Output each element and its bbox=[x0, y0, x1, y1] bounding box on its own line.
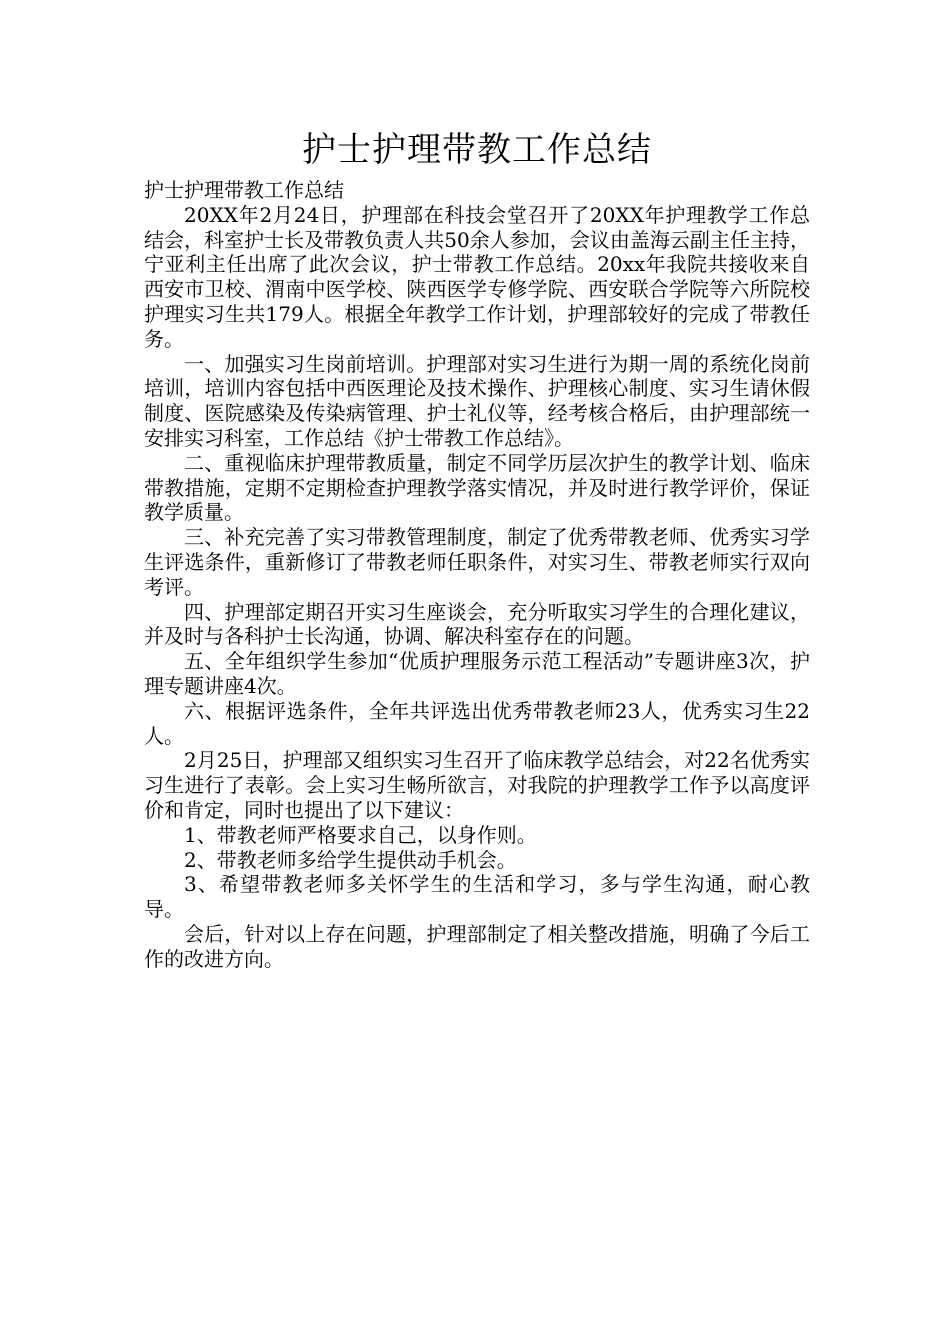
paragraph-suggestion-3: 3、希望带教老师多关怀学生的生活和学习，多与学生沟通，耐心教导。 bbox=[144, 872, 810, 922]
document-title: 护士护理带教工作总结 bbox=[302, 130, 652, 170]
paragraph-item-2: 二、重视临床护理带教质量，制定不同学历层次护生的教学计划、临床带教措施，定期不定期检查护理教学落实情况，并及时进行教学评价，保证教学质量。 bbox=[144, 450, 810, 525]
paragraph-item-4: 四、护理部定期召开实习生座谈会，充分听取实习学生的合理化建议，并及时与各科护士长沟通，协调、解决科室存在的问题。 bbox=[144, 599, 810, 649]
document-subtitle: 护士护理带教工作总结 bbox=[144, 178, 344, 202]
paragraph-suggestion-2: 2、带教老师多给学生提供动手机会。 bbox=[184, 847, 517, 872]
paragraph-item-5: 五、全年组织学生参加“优质护理服务示范工程活动”专题讲座3次，护理专题讲座4次。 bbox=[144, 649, 810, 698]
paragraph-suggestion-1: 1、带教老师严格要求自己，以身作则。 bbox=[184, 822, 537, 847]
paragraph-conclusion: 会后，针对以上存在问题，护理部制定了相关整改措施，明确了今后工作的改进方向。 bbox=[144, 921, 810, 971]
paragraph-item-6: 六、根据评选条件，全年共评选出优秀带教老师23人，优秀实习生22人。 bbox=[144, 698, 810, 748]
document-body bbox=[144, 203, 810, 972]
document-page bbox=[144, 122, 810, 972]
paragraph-item-1: 一、加强实习生岗前培训。护理部对实习生进行为期一周的系统化岗前培训，培训内容包括中西医理论及技术操作、护理核心制度、实习生请休假制度、医院感染及传染病管理、护士礼仪等，经考核合格后，由护理部统一安排实习科室，工作总结《护士带教工作总结》。 bbox=[144, 351, 810, 450]
paragraph-item-3: 三、补充完善了实习带教管理制度，制定了优秀带教老师、优秀实习学生评选条件，重新修订了带教老师任职条件，对实习生、带教老师实行双向考评。 bbox=[144, 525, 810, 599]
paragraph-intro: 20XX年2月24日，护理部在科技会堂召开了20XX年护理教学工作总结会，科室护士长及带教负责人共50余人参加，会议由盖海云副主任主持，宁亚利主任出席了此次会议，护士带教工作总结。20xx年我院共接收来自西安市卫校、渭南中医学校、陕西医学专修学院、西安联合学院等六所院校护理实习生共179人。根据全年教学工作计划，护理部较好的完成了带教任务。 bbox=[144, 202, 810, 351]
paragraph-meeting: 2月25日，护理部又组织实习生召开了临床教学总结会，对22名优秀实习生进行了表彰。会上实习生畅所欲言，对我院的护理教学工作予以高度评价和肯定，同时也提出了以下建议： bbox=[144, 748, 810, 822]
